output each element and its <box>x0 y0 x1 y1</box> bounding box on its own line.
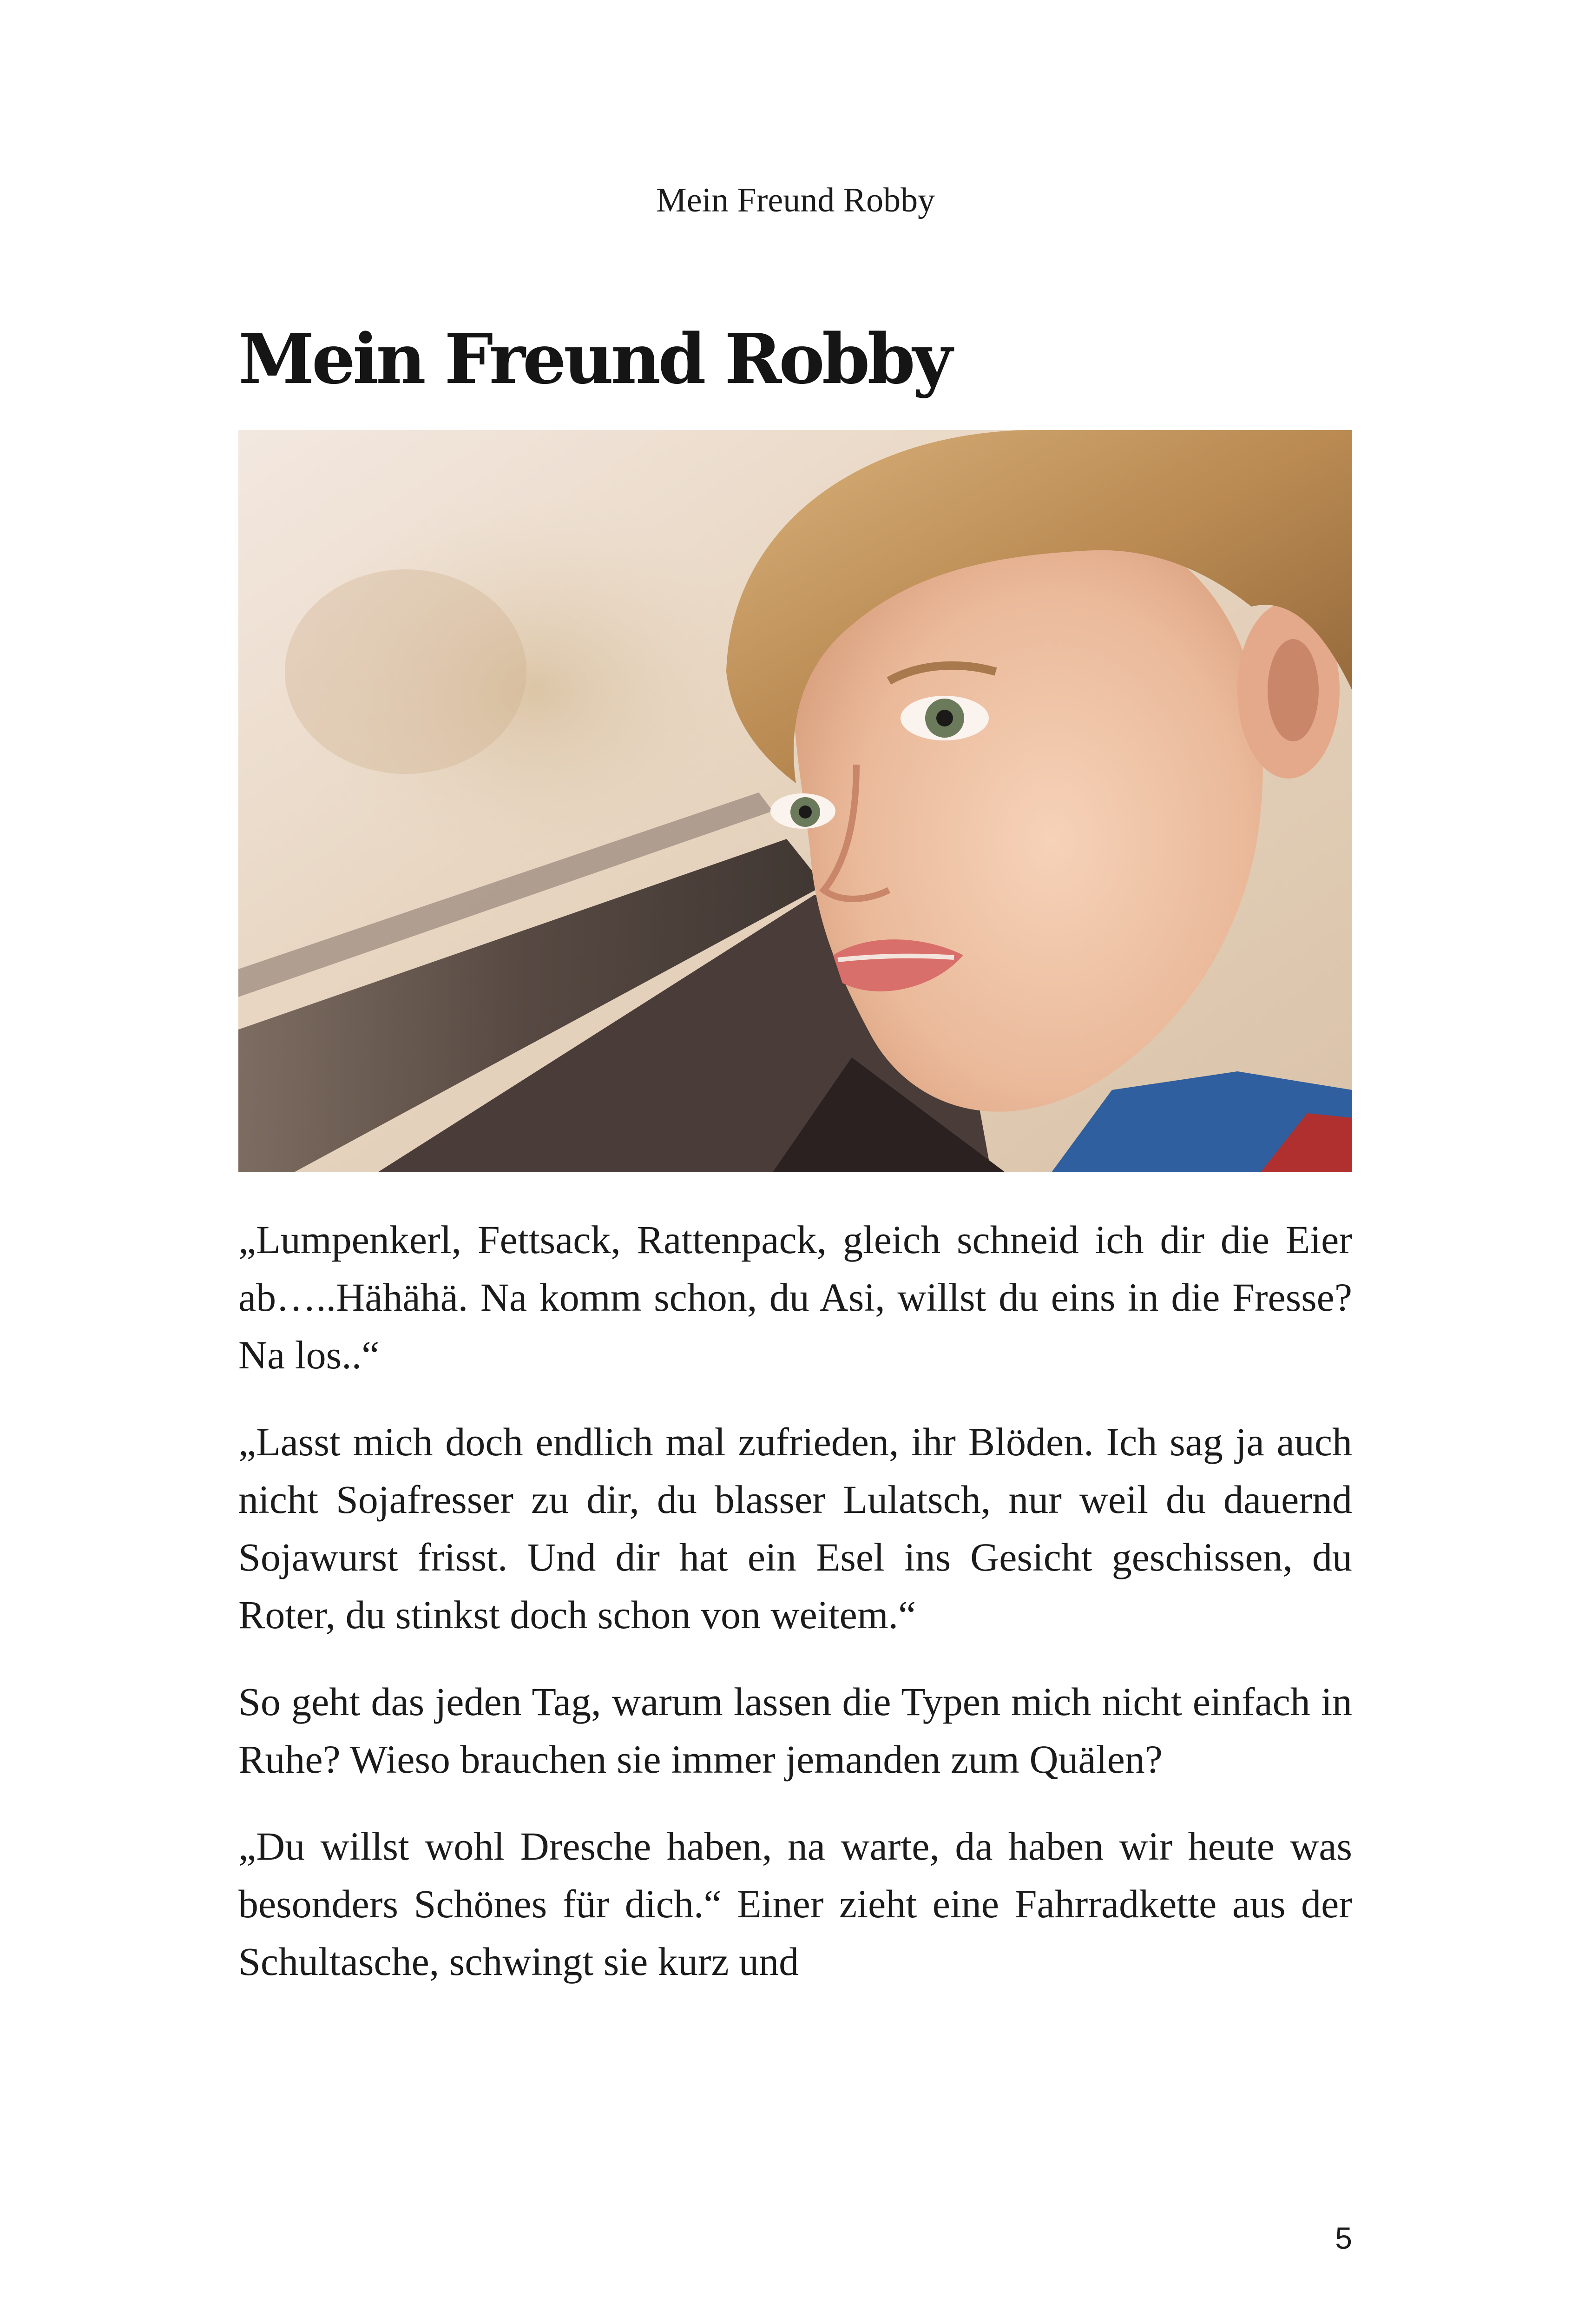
page-number: 5 <box>1335 2221 1352 2255</box>
paragraph: So geht das jeden Tag, warum lassen die Typen mich nicht einfach in Ruhe? Wieso brauchen sie immer jemanden zum Quälen? <box>238 1679 1352 1782</box>
paragraph: „Lumpenkerl, Fettsack, Rattenpack, gleich schneid ich dir die Eier ab…..Hähähä. Na komm schon, du Asi, willst du eins in die Fresse? Na los..“ <box>238 1217 1352 1377</box>
paragraph: „Lasst mich doch endlich mal zufrieden, ihr Blöden. Ich sag ja auch nicht Sojafresser zu dir, du blasser Lulatsch, nur weil du dauernd Sojawurst frisst. Und dir hat ein Esel ins Gesicht geschissen, du Roter, du stinkst doch schon von weitem.“ <box>238 1419 1352 1637</box>
paragraph: „Du willst wohl Dresche haben, na warte, da haben wir heute was besonders Schönes für dich.“ Einer zieht eine Fahrradkette aus der Schultasche, schwingt sie kurz und <box>238 1824 1352 1984</box>
body-text <box>238 1211 1352 2020</box>
chapter-photo <box>238 430 1352 1172</box>
running-header: Mein Freund Robby <box>656 181 935 219</box>
chapter-title: Mein Freund Robby <box>238 318 950 399</box>
